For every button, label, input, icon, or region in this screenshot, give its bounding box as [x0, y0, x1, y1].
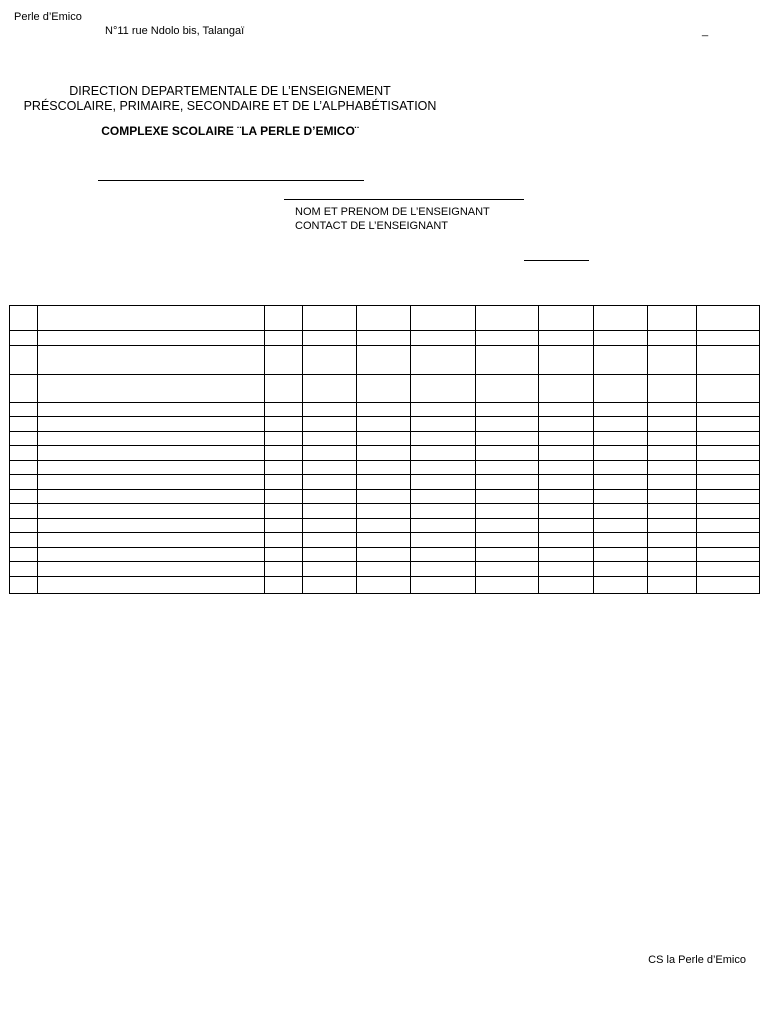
table-cell — [265, 432, 303, 446]
table-cell — [648, 504, 697, 519]
complexe-title: COMPLEXE SCOLAIRE ¨LA PERLE D’EMICO¨ — [101, 124, 359, 138]
table-cell — [303, 562, 357, 577]
table-cell — [539, 490, 594, 504]
school-name: Perle d’Emico — [14, 11, 82, 23]
table-cell — [303, 417, 357, 432]
table-cell — [697, 504, 760, 519]
table-cell — [10, 475, 38, 490]
table-cell — [594, 504, 648, 519]
table-cell — [648, 346, 697, 375]
table-cell — [38, 417, 265, 432]
table-cell — [357, 577, 411, 594]
table-cell — [411, 306, 476, 331]
table-cell — [539, 533, 594, 548]
table-cell — [697, 346, 760, 375]
table-cell — [476, 446, 539, 461]
table-cell — [38, 432, 265, 446]
table-cell — [594, 331, 648, 346]
table-cell — [10, 375, 38, 403]
table-cell — [10, 577, 38, 594]
blank-line-teacher — [284, 199, 524, 200]
table-cell — [594, 346, 648, 375]
table-cell — [539, 403, 594, 417]
table-cell — [38, 548, 265, 562]
table-cell — [594, 375, 648, 403]
table-cell — [648, 562, 697, 577]
table-cell — [265, 461, 303, 475]
table-cell — [10, 346, 38, 375]
table-cell — [476, 562, 539, 577]
table-row — [10, 475, 760, 490]
table-row — [10, 548, 760, 562]
table-row — [10, 504, 760, 519]
table-cell — [648, 577, 697, 594]
table-cell — [594, 306, 648, 331]
table-cell — [594, 533, 648, 548]
table-cell — [357, 519, 411, 533]
table-cell — [476, 461, 539, 475]
table-cell — [411, 490, 476, 504]
table-cell — [539, 519, 594, 533]
table-cell — [411, 504, 476, 519]
table-cell — [303, 375, 357, 403]
table-cell — [357, 504, 411, 519]
table-cell — [411, 475, 476, 490]
table-cell — [265, 562, 303, 577]
table-cell — [539, 375, 594, 403]
table-cell — [38, 562, 265, 577]
table-cell — [539, 475, 594, 490]
table-cell — [697, 519, 760, 533]
table-cell — [38, 577, 265, 594]
table-cell — [265, 475, 303, 490]
table-cell — [594, 490, 648, 504]
table-row — [10, 461, 760, 475]
direction-title-line2: PRÉSCOLAIRE, PRIMAIRE, SECONDAIRE ET DE L’ALPHABÉTISATION — [23, 99, 437, 113]
table-cell — [476, 519, 539, 533]
table-cell — [10, 331, 38, 346]
table-cell — [411, 533, 476, 548]
school-address: N°11 rue Ndolo bis, Talangaï — [105, 25, 245, 37]
table-cell — [594, 446, 648, 461]
table-cell — [38, 375, 265, 403]
table-cell — [411, 403, 476, 417]
table-cell — [697, 562, 760, 577]
table-cell — [697, 577, 760, 594]
table-cell — [303, 519, 357, 533]
table-row — [10, 306, 760, 331]
table-cell — [38, 461, 265, 475]
table-cell — [539, 461, 594, 475]
table-cell — [38, 533, 265, 548]
table-cell — [357, 461, 411, 475]
table-row — [10, 375, 760, 403]
table-cell — [476, 375, 539, 403]
table-cell — [357, 331, 411, 346]
table-cell — [476, 475, 539, 490]
table-cell — [10, 519, 38, 533]
table-cell — [10, 306, 38, 331]
table-cell — [357, 403, 411, 417]
table-cell — [38, 504, 265, 519]
table-cell — [697, 417, 760, 432]
table-cell — [265, 346, 303, 375]
table-cell — [697, 403, 760, 417]
table-row — [10, 331, 760, 346]
table-cell — [303, 446, 357, 461]
table-cell — [265, 403, 303, 417]
table-cell — [648, 306, 697, 331]
table-cell — [265, 548, 303, 562]
table-cell — [265, 331, 303, 346]
table-cell — [648, 519, 697, 533]
table-cell — [38, 519, 265, 533]
table-cell — [303, 432, 357, 446]
table-cell — [10, 562, 38, 577]
table-cell — [265, 519, 303, 533]
table-cell — [357, 375, 411, 403]
table-cell — [476, 533, 539, 548]
table-cell — [539, 577, 594, 594]
table-cell — [539, 432, 594, 446]
table-cell — [411, 562, 476, 577]
table-cell — [539, 548, 594, 562]
table-row — [10, 490, 760, 504]
blank-line-top — [98, 180, 364, 181]
table-cell — [697, 375, 760, 403]
table-cell — [476, 403, 539, 417]
table-cell — [38, 403, 265, 417]
table-cell — [476, 417, 539, 432]
table-cell — [411, 417, 476, 432]
table-row — [10, 403, 760, 417]
table-cell — [411, 446, 476, 461]
table-cell — [411, 331, 476, 346]
table-row — [10, 519, 760, 533]
table-cell — [411, 461, 476, 475]
table-cell — [476, 548, 539, 562]
table-row — [10, 533, 760, 548]
table-cell — [303, 475, 357, 490]
table-cell — [357, 417, 411, 432]
table-cell — [303, 577, 357, 594]
table-cell — [539, 446, 594, 461]
table-cell — [10, 432, 38, 446]
table-cell — [265, 375, 303, 403]
table-cell — [38, 331, 265, 346]
header-dash: _ — [702, 25, 709, 37]
table-cell — [539, 346, 594, 375]
table-cell — [411, 577, 476, 594]
table-cell — [476, 490, 539, 504]
table-cell — [357, 548, 411, 562]
table-cell — [357, 533, 411, 548]
table-cell — [697, 490, 760, 504]
table-cell — [265, 504, 303, 519]
table-cell — [357, 475, 411, 490]
table-cell — [10, 533, 38, 548]
table-cell — [38, 346, 265, 375]
table-cell — [648, 461, 697, 475]
table-cell — [648, 331, 697, 346]
table-cell — [303, 490, 357, 504]
table-cell — [265, 577, 303, 594]
table-cell — [594, 519, 648, 533]
table-cell — [594, 548, 648, 562]
table-row — [10, 432, 760, 446]
table-cell — [648, 475, 697, 490]
table-cell — [476, 346, 539, 375]
table-cell — [357, 490, 411, 504]
table-cell — [38, 490, 265, 504]
table-cell — [594, 577, 648, 594]
table-cell — [594, 475, 648, 490]
table-cell — [594, 562, 648, 577]
table-cell — [303, 403, 357, 417]
table-cell — [476, 504, 539, 519]
table-cell — [10, 403, 38, 417]
table-cell — [476, 432, 539, 446]
table-row — [10, 346, 760, 375]
blank-line-small — [524, 260, 589, 261]
table-cell — [648, 432, 697, 446]
table-cell — [265, 490, 303, 504]
table-cell — [697, 548, 760, 562]
table-cell — [648, 417, 697, 432]
table-cell — [648, 548, 697, 562]
table-cell — [411, 519, 476, 533]
table-cell — [38, 475, 265, 490]
table-cell — [303, 533, 357, 548]
table-cell — [697, 446, 760, 461]
table-cell — [10, 446, 38, 461]
table-cell — [539, 417, 594, 432]
table-cell — [648, 375, 697, 403]
teacher-name-label: NOM ET PRENOM DE L’ENSEIGNANT — [295, 206, 490, 218]
table-cell — [697, 331, 760, 346]
table-cell — [411, 548, 476, 562]
teacher-contact-label: CONTACT DE L’ENSEIGNANT — [295, 220, 449, 232]
table-cell — [697, 475, 760, 490]
table-cell — [357, 306, 411, 331]
table-cell — [594, 461, 648, 475]
table-cell — [265, 417, 303, 432]
table-cell — [594, 403, 648, 417]
table-cell — [10, 548, 38, 562]
table-cell — [697, 533, 760, 548]
table-cell — [303, 346, 357, 375]
table-cell — [303, 306, 357, 331]
table-cell — [648, 533, 697, 548]
table-cell — [10, 461, 38, 475]
table-cell — [539, 306, 594, 331]
table-cell — [265, 306, 303, 331]
table-cell — [10, 504, 38, 519]
table-cell — [697, 461, 760, 475]
table-cell — [697, 432, 760, 446]
grade-table — [9, 305, 760, 594]
table-cell — [539, 504, 594, 519]
table-cell — [38, 446, 265, 461]
table-cell — [357, 562, 411, 577]
table-cell — [648, 403, 697, 417]
table-cell — [539, 562, 594, 577]
table-cell — [265, 446, 303, 461]
table-cell — [476, 306, 539, 331]
table-cell — [594, 432, 648, 446]
table-cell — [357, 432, 411, 446]
table-cell — [38, 306, 265, 331]
table-cell — [303, 461, 357, 475]
table-cell — [303, 331, 357, 346]
table-row — [10, 562, 760, 577]
table-cell — [648, 490, 697, 504]
table-cell — [10, 417, 38, 432]
table-cell — [539, 331, 594, 346]
table-cell — [411, 346, 476, 375]
table-cell — [411, 432, 476, 446]
table-row — [10, 577, 760, 594]
table-cell — [303, 504, 357, 519]
table-cell — [411, 375, 476, 403]
table-cell — [648, 446, 697, 461]
direction-title-line1: DIRECTION DEPARTEMENTALE DE L’ENSEIGNEMENT — [69, 84, 391, 98]
table-cell — [303, 548, 357, 562]
table-cell — [10, 490, 38, 504]
table-cell — [265, 533, 303, 548]
table-cell — [594, 417, 648, 432]
table-cell — [476, 331, 539, 346]
footer-text: CS la Perle d’Emico — [648, 954, 746, 966]
table-row — [10, 446, 760, 461]
table-cell — [357, 346, 411, 375]
table-cell — [697, 306, 760, 331]
table-row — [10, 417, 760, 432]
table-cell — [476, 577, 539, 594]
table-cell — [357, 446, 411, 461]
